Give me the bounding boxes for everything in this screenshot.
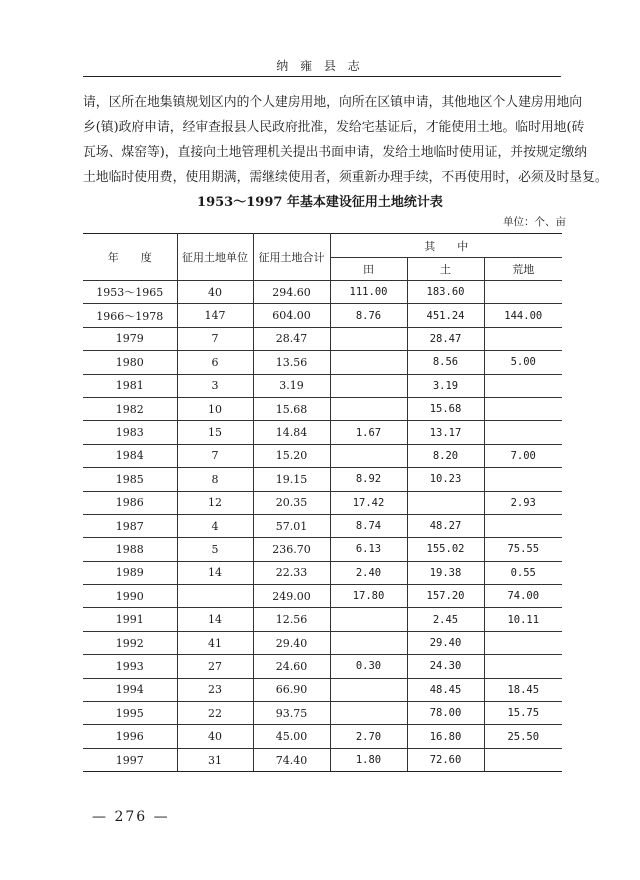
cell-total: 294.60 bbox=[253, 281, 330, 304]
cell-year: 1985 bbox=[83, 468, 177, 491]
cell-field: 6.13 bbox=[330, 538, 407, 561]
table-row bbox=[83, 351, 562, 374]
cell-field bbox=[330, 631, 407, 654]
running-header: 纳 雍 县 志 bbox=[276, 59, 364, 73]
table-row bbox=[83, 702, 562, 725]
cell-total: 20.35 bbox=[253, 491, 330, 514]
cell-soil: 10.23 bbox=[407, 468, 484, 491]
cell-soil: 19.38 bbox=[407, 561, 484, 584]
cell-field: 8.74 bbox=[330, 514, 407, 537]
table-row bbox=[83, 678, 562, 701]
table-row bbox=[83, 608, 562, 631]
cell-wasteland: 144.00 bbox=[484, 304, 562, 327]
table-row bbox=[83, 585, 562, 608]
cell-units: 3 bbox=[177, 374, 253, 397]
cell-field: 0.30 bbox=[330, 655, 407, 678]
cell-wasteland bbox=[484, 655, 562, 678]
cell-year: 1984 bbox=[83, 444, 177, 467]
table-title: 1953～1997 年基本建设征用土地统计表 bbox=[197, 195, 443, 210]
cell-total: 74.40 bbox=[253, 748, 330, 771]
cell-year: 1981 bbox=[83, 374, 177, 397]
cell-wasteland bbox=[484, 374, 562, 397]
cell-wasteland: 7.00 bbox=[484, 444, 562, 467]
table-row bbox=[83, 421, 562, 444]
cell-total: 249.00 bbox=[253, 585, 330, 608]
cell-total: 24.60 bbox=[253, 655, 330, 678]
cell-year: 1993 bbox=[83, 655, 177, 678]
cell-soil: 48.45 bbox=[407, 678, 484, 701]
table-row bbox=[83, 725, 562, 748]
cell-field: 1.80 bbox=[330, 748, 407, 771]
table-row bbox=[83, 561, 562, 584]
cell-wasteland bbox=[484, 514, 562, 537]
header-total: 征用土地合计 bbox=[253, 234, 330, 281]
cell-soil: 78.00 bbox=[407, 702, 484, 725]
table-row bbox=[83, 327, 562, 350]
cell-soil: 15.68 bbox=[407, 397, 484, 420]
cell-soil: 3.19 bbox=[407, 374, 484, 397]
cell-units: 22 bbox=[177, 702, 253, 725]
paragraph-line: 请，区所在地集镇规划区内的个人建房用地，向所在区镇申请，其他地区个人建房用地向 bbox=[83, 95, 583, 110]
cell-soil: 28.47 bbox=[407, 327, 484, 350]
cell-year: 1986 bbox=[83, 491, 177, 514]
cell-year: 1988 bbox=[83, 538, 177, 561]
cell-year: 1983 bbox=[83, 421, 177, 444]
cell-units: 7 bbox=[177, 444, 253, 467]
cell-units: 40 bbox=[177, 725, 253, 748]
cell-units: 40 bbox=[177, 281, 253, 304]
cell-field: 111.00 bbox=[330, 281, 407, 304]
cell-soil: 13.17 bbox=[407, 421, 484, 444]
cell-soil: 8.20 bbox=[407, 444, 484, 467]
cell-year: 1997 bbox=[83, 748, 177, 771]
cell-wasteland: 2.93 bbox=[484, 491, 562, 514]
table-row bbox=[83, 748, 562, 771]
cell-total: 57.01 bbox=[253, 514, 330, 537]
cell-units: 27 bbox=[177, 655, 253, 678]
cell-soil: 29.40 bbox=[407, 631, 484, 654]
cell-total: 66.90 bbox=[253, 678, 330, 701]
cell-soil: 2.45 bbox=[407, 608, 484, 631]
cell-soil: 16.80 bbox=[407, 725, 484, 748]
table-row bbox=[83, 655, 562, 678]
cell-field bbox=[330, 702, 407, 725]
cell-year: 1987 bbox=[83, 514, 177, 537]
cell-units: 12 bbox=[177, 491, 253, 514]
cell-units: 31 bbox=[177, 748, 253, 771]
cell-units: 23 bbox=[177, 678, 253, 701]
cell-soil: 183.60 bbox=[407, 281, 484, 304]
paragraph-line: 乡(镇)政府申请，经审查报县人民政府批准，发给宅基证后，才能使用土地。临时用地(砖 bbox=[83, 120, 585, 135]
header-field: 田 bbox=[330, 258, 407, 281]
table-row bbox=[83, 631, 562, 654]
cell-units: 41 bbox=[177, 631, 253, 654]
cell-wasteland bbox=[484, 281, 562, 304]
cell-units: 5 bbox=[177, 538, 253, 561]
cell-field: 8.92 bbox=[330, 468, 407, 491]
cell-year: 1991 bbox=[83, 608, 177, 631]
cell-total: 12.56 bbox=[253, 608, 330, 631]
cell-year: 1994 bbox=[83, 678, 177, 701]
cell-units: 147 bbox=[177, 304, 253, 327]
table-row bbox=[83, 374, 562, 397]
cell-year: 1995 bbox=[83, 702, 177, 725]
cell-field bbox=[330, 608, 407, 631]
header-breakdown-group: 其 中 bbox=[330, 234, 562, 258]
cell-total: 13.56 bbox=[253, 351, 330, 374]
table-row bbox=[83, 538, 562, 561]
cell-wasteland: 18.45 bbox=[484, 678, 562, 701]
table-row bbox=[83, 514, 562, 537]
cell-field: 17.80 bbox=[330, 585, 407, 608]
cell-total: 15.20 bbox=[253, 444, 330, 467]
cell-wasteland: 0.55 bbox=[484, 561, 562, 584]
paragraph-line: 土地临时使用费，使用期满，需继续使用者，须重新办理手续，不再使用时，必须及时垦复。 bbox=[83, 170, 608, 185]
cell-total: 29.40 bbox=[253, 631, 330, 654]
cell-field: 17.42 bbox=[330, 491, 407, 514]
cell-field bbox=[330, 327, 407, 350]
table-body bbox=[83, 281, 562, 772]
cell-units: 4 bbox=[177, 514, 253, 537]
cell-units: 6 bbox=[177, 351, 253, 374]
cell-wasteland bbox=[484, 421, 562, 444]
cell-year: 1992 bbox=[83, 631, 177, 654]
header-units: 征用土地单位 bbox=[177, 234, 253, 281]
cell-total: 3.19 bbox=[253, 374, 330, 397]
cell-field bbox=[330, 351, 407, 374]
cell-total: 45.00 bbox=[253, 725, 330, 748]
header-rule bbox=[83, 76, 561, 77]
table-row bbox=[83, 304, 562, 327]
table-row bbox=[83, 444, 562, 467]
cell-year: 1996 bbox=[83, 725, 177, 748]
cell-field bbox=[330, 678, 407, 701]
cell-wasteland: 74.00 bbox=[484, 585, 562, 608]
header-year: 年 度 bbox=[83, 234, 177, 281]
header-wasteland: 荒地 bbox=[484, 258, 562, 281]
cell-units: 8 bbox=[177, 468, 253, 491]
cell-total: 19.15 bbox=[253, 468, 330, 491]
land-acquisition-table bbox=[83, 233, 562, 772]
cell-total: 15.68 bbox=[253, 397, 330, 420]
table-row bbox=[83, 491, 562, 514]
cell-field bbox=[330, 397, 407, 420]
paragraph-line: 瓦场、煤窑等)，直接向土地管理机关提出书面申请，发给土地临时使用证，并按规定缴纳 bbox=[83, 145, 588, 160]
cell-total: 28.47 bbox=[253, 327, 330, 350]
cell-wasteland bbox=[484, 748, 562, 771]
cell-wasteland: 75.55 bbox=[484, 538, 562, 561]
header-soil: 土 bbox=[407, 258, 484, 281]
cell-units: 10 bbox=[177, 397, 253, 420]
cell-total: 14.84 bbox=[253, 421, 330, 444]
table-row bbox=[83, 281, 562, 304]
cell-year: 1980 bbox=[83, 351, 177, 374]
cell-units: 14 bbox=[177, 608, 253, 631]
cell-wasteland: 5.00 bbox=[484, 351, 562, 374]
cell-field: 2.40 bbox=[330, 561, 407, 584]
cell-total: 604.00 bbox=[253, 304, 330, 327]
page-number: — 276 — bbox=[92, 809, 170, 825]
cell-soil: 48.27 bbox=[407, 514, 484, 537]
cell-year: 1989 bbox=[83, 561, 177, 584]
cell-year: 1979 bbox=[83, 327, 177, 350]
cell-units: 15 bbox=[177, 421, 253, 444]
table-row bbox=[83, 397, 562, 420]
cell-soil: 8.56 bbox=[407, 351, 484, 374]
cell-total: 236.70 bbox=[253, 538, 330, 561]
cell-wasteland bbox=[484, 397, 562, 420]
cell-total: 93.75 bbox=[253, 702, 330, 725]
cell-total: 22.33 bbox=[253, 561, 330, 584]
cell-wasteland bbox=[484, 468, 562, 491]
cell-field bbox=[330, 374, 407, 397]
cell-soil: 157.20 bbox=[407, 585, 484, 608]
cell-units: 7 bbox=[177, 327, 253, 350]
cell-field: 2.70 bbox=[330, 725, 407, 748]
cell-units: 14 bbox=[177, 561, 253, 584]
cell-soil: 72.60 bbox=[407, 748, 484, 771]
cell-field bbox=[330, 444, 407, 467]
cell-year: 1953～1965 bbox=[83, 281, 177, 304]
cell-wasteland bbox=[484, 327, 562, 350]
cell-wasteland: 25.50 bbox=[484, 725, 562, 748]
cell-wasteland: 10.11 bbox=[484, 608, 562, 631]
cell-year: 1990 bbox=[83, 585, 177, 608]
cell-wasteland: 15.75 bbox=[484, 702, 562, 725]
cell-year: 1982 bbox=[83, 397, 177, 420]
cell-soil: 451.24 bbox=[407, 304, 484, 327]
body-paragraph bbox=[83, 90, 608, 190]
cell-soil bbox=[407, 491, 484, 514]
table-unit-note: 单位：个、亩 bbox=[503, 216, 566, 228]
table-row bbox=[83, 468, 562, 491]
cell-field: 8.76 bbox=[330, 304, 407, 327]
cell-wasteland bbox=[484, 631, 562, 654]
cell-field: 1.67 bbox=[330, 421, 407, 444]
cell-soil: 24.30 bbox=[407, 655, 484, 678]
cell-soil: 155.02 bbox=[407, 538, 484, 561]
cell-year: 1966～1978 bbox=[83, 304, 177, 327]
cell-units bbox=[177, 585, 253, 608]
